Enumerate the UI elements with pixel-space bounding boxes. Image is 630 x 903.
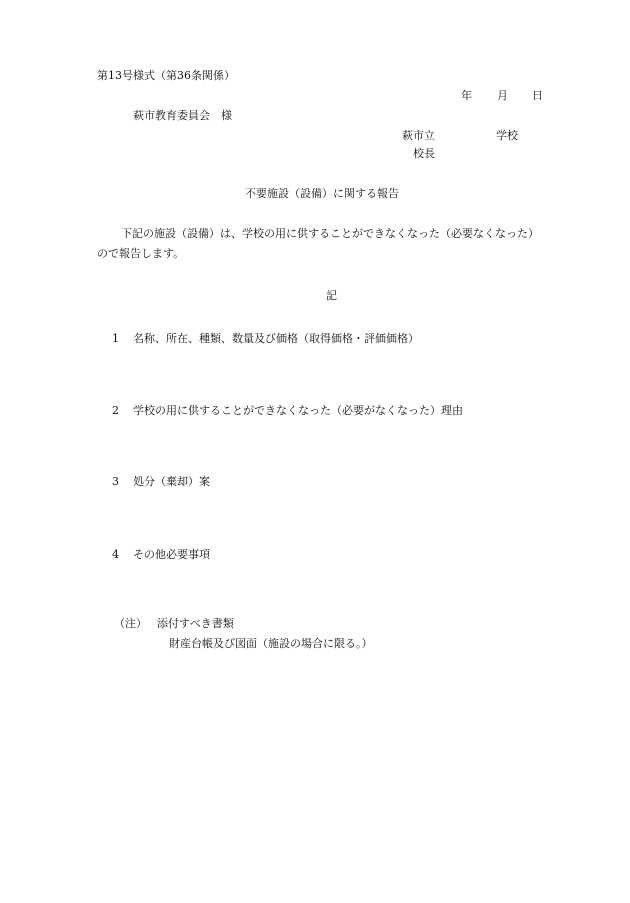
form-number: 第13号様式（第36条関係） <box>97 69 235 82</box>
note-heading: 添付すべき書類 <box>157 617 234 630</box>
item-1-text: 名称、所在、種類、数量及び価格（取得価格・評価価格） <box>133 332 419 345</box>
document-title: 不要施設（設備）に関する報告 <box>245 187 399 200</box>
date-month: 月 <box>497 89 508 102</box>
note-detail: 財産台帳及び図面（施設の場合に限る。） <box>169 637 373 650</box>
note-label: （注） <box>114 617 147 630</box>
item-2-number: 2 <box>112 404 119 417</box>
item-4-text: その他必要事項 <box>133 548 210 561</box>
body-line-1: 下記の施設（設備）は、学校の用に供することができなくなった（必要なくなった） <box>121 227 539 240</box>
item-3-number: 3 <box>112 475 119 488</box>
date-year: 年 <box>461 89 472 102</box>
sender-principal: 校長 <box>413 147 435 160</box>
date-day: 日 <box>532 89 543 102</box>
item-1-number: 1 <box>112 332 119 345</box>
sender-school-prefix: 萩市立 <box>402 129 435 142</box>
addressee: 萩市教育委員会 様 <box>133 109 232 122</box>
ki-heading: 記 <box>326 289 337 302</box>
item-2-text: 学校の用に供することができなくなった（必要がなくなった）理由 <box>133 404 463 417</box>
item-3-text: 処分（棄却）案 <box>133 475 210 488</box>
sender-school-suffix: 学校 <box>496 129 518 142</box>
body-line-2: ので報告します。 <box>97 247 185 260</box>
item-4-number: 4 <box>112 548 119 561</box>
